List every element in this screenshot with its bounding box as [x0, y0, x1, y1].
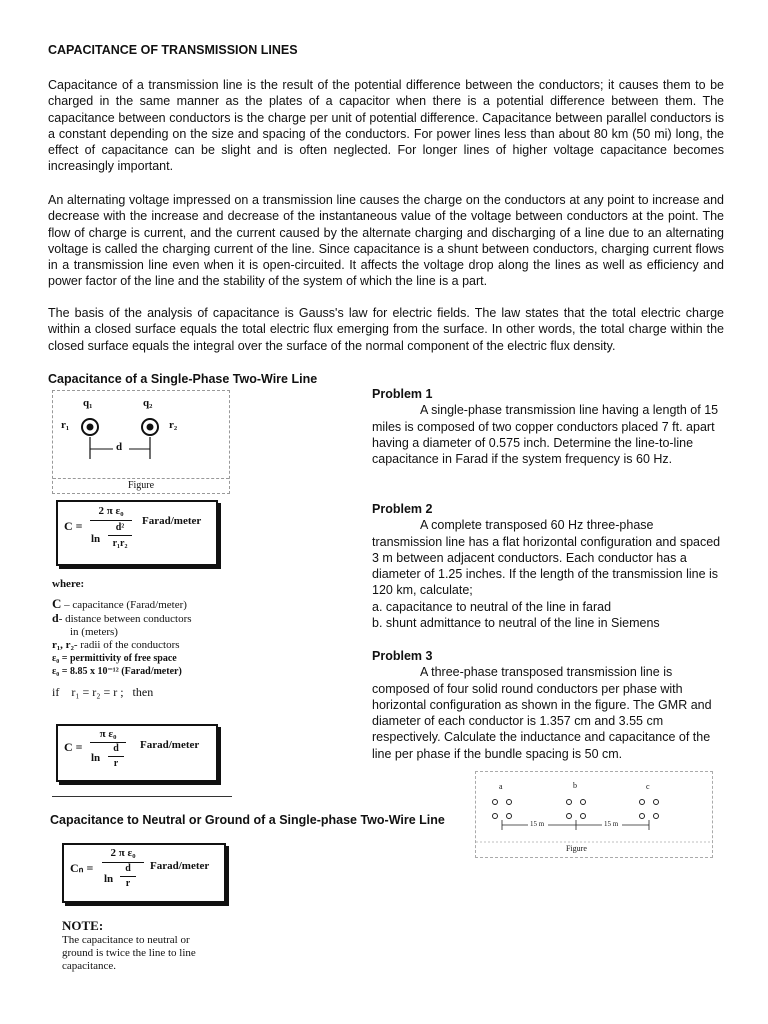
formula-lhs: C =: [64, 740, 83, 754]
where-heading: where:: [52, 578, 85, 590]
section-heading-single-phase: Capacitance of a Single-Phase Two-Wire Line: [48, 372, 318, 386]
problem-1: [372, 386, 722, 467]
formula-numerator: 2 π ε₀: [110, 847, 136, 859]
problem-title: Problem 1: [372, 387, 433, 401]
problem-title: Problem 3: [372, 649, 433, 663]
problem-3: [372, 648, 722, 762]
note-block: [62, 918, 196, 973]
q2-label: q₂: [143, 397, 153, 409]
figure-bundled-conductors: [475, 771, 713, 858]
note-line: capacitance.: [62, 960, 117, 972]
phase-a-label: a: [499, 782, 503, 791]
formula-unit: Farad/meter: [150, 860, 210, 872]
bundle-diagram: [476, 772, 712, 857]
problem-body: A three-phase transposed transmission line is composed of four solid round conductors per phase with horizontal configuration as shown in the figure. The GMR and diameter of each conductor is 1.357 cm and 3.55 cm respectively. Calculate the inductance and capacitance of the line per phase if the bundle spacing is 50 cm.: [372, 665, 712, 761]
where-symbol: ε₀: [52, 653, 60, 664]
where-text: - radii of the conductors: [73, 639, 180, 651]
spacing-label-1: 15 m: [530, 820, 545, 828]
formula-line-to-line-capacitance: [56, 500, 218, 566]
figure-two-wire-line: [52, 390, 230, 494]
figure-caption: Figure: [566, 844, 587, 853]
paragraph-3: The basis of the analysis of capacitance is Gauss's law for electric fields. The law states that the total electric charge within a closed surface equals the total electric flux emerging from the surface. In other words, the total charge within the closed surface equals the integral over the surface of the normal component of the electric flux density.: [48, 306, 724, 353]
note-heading: NOTE:: [62, 918, 104, 933]
formula-inner-numerator: d: [113, 743, 119, 754]
where-text: = 8.85 x 10⁻¹² (Farad/meter): [59, 666, 182, 677]
formula-inner-denominator: r₁r₂: [112, 538, 128, 549]
formula-inner-numerator: d²: [115, 522, 125, 533]
q1-label: q₁: [83, 397, 93, 409]
where-text: in (meters): [70, 626, 118, 638]
formula-inner-denominator: r: [125, 878, 131, 889]
formula-inner-numerator: d: [125, 863, 131, 874]
problem-body: A complete transposed 60 Hz three-phase transmission line has a flat horizontal configuration and spaced 3 m between adjacent conductors. Each conductor has a diameter of 1.25 inches. If the length of the transmission line is 120 km, calculate;: [372, 518, 721, 598]
r2-label: r₂: [169, 419, 178, 431]
formula-lhs: Cₙ =: [70, 861, 94, 875]
where-text: = permittivity of free space: [59, 653, 177, 664]
formula-numerator: π ε₀: [99, 728, 117, 740]
formula-unit: Farad/meter: [140, 739, 200, 751]
section-heading-neutral: Capacitance to Neutral or Ground of a Single-phase Two-Wire Line: [50, 813, 445, 827]
page-title: CAPACITANCE OF TRANSMISSION LINES: [48, 43, 298, 57]
where-text: - distance between conductors: [58, 613, 192, 625]
problem-item: b. shunt admittance to neutral of the line in Siemens: [372, 616, 660, 631]
distance-label: d: [116, 441, 123, 453]
divider-line: [52, 796, 232, 797]
spacing-label-2: 15 m: [604, 820, 619, 828]
figure-caption: Figure: [53, 478, 229, 491]
where-block: [52, 578, 192, 699]
phase-b-label: b: [573, 781, 577, 790]
formula-capacitance-to-neutral: [62, 843, 226, 903]
problem-body: A single-phase transmission line having a length of 15 miles is composed of two copper conductors placed 7 ft. apart having a diameter of 0.575 inch. Determine the line-to-line capacitance in Farad if the system frequency is 60 Hz.: [372, 403, 719, 467]
problem-title: Problem 2: [372, 502, 433, 516]
formula-inner-denominator: r: [113, 758, 119, 769]
note-line: The capacitance to neutral or: [62, 934, 190, 946]
formula-unit: Farad/meter: [142, 515, 202, 527]
note-line: ground is twice the line to line: [62, 947, 196, 959]
r1-label: r₁: [61, 419, 70, 431]
where-symbol: ε₀: [52, 666, 60, 677]
paragraph-1: Capacitance of a transmission line is the result of the potential difference between the conductors; it causes them to be charged in the same manner as the plates of a capacitor when there is a potential difference between them. The capacitance between conductors is the charge per unit of potential difference. Capacitance between parallel conductors is a constant depending on the size and spacing of the conductors. For power lines less than about 80 km (50 mi) long, the effect of capacitance can be slight and is often neglected. For longer lines of higher voltage capacitance becomes increasingly important.: [48, 78, 724, 174]
formula-numerator: 2 π ε₀: [98, 505, 124, 517]
problem-item: a. capacitance to neutral of the line in farad: [372, 599, 612, 614]
where-symbol: r₁, r₂: [52, 639, 74, 651]
where-symbol: d: [52, 611, 59, 625]
phase-c-label: c: [646, 782, 650, 791]
formula-ln: ln: [91, 752, 101, 764]
formula-lhs: C =: [64, 519, 83, 533]
if-condition: if r₁ = r₂ = r ; then: [52, 685, 154, 699]
problem-2: [372, 501, 722, 631]
where-text: – capacitance (Farad/meter): [61, 599, 187, 611]
formula-ln: ln: [104, 873, 114, 885]
paragraph-2: An alternating voltage impressed on a transmission line causes the charge on the conductors at any point to increase and decrease with the increase and decrease of the instantaneous value of the voltage between conductors at the point. The flow of charge is current, and the current caused by the alternate charging and discharging of a line due to an alternating voltage is called the charging current of the line. Since capacitance is a shunt between conductors, charging current flows in a transmission line even when it is open-circuited. It affects the voltage drop along the lines as well as efficiency and power factor of the line and the stability of the system of which the line is a part.: [48, 193, 724, 289]
where-symbol: C: [52, 596, 62, 611]
formula-equal-radii-capacitance: [56, 724, 218, 782]
formula-ln: ln: [91, 533, 101, 545]
